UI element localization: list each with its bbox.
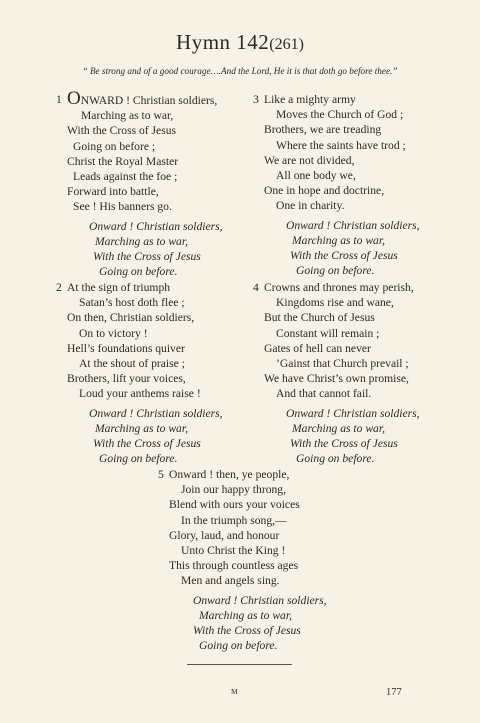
- stanza-line: Blend with ours your voices: [169, 498, 300, 512]
- stanza-line: ’Gainst that Church prevail ;: [276, 357, 409, 371]
- chorus-line: Going on before.: [296, 452, 375, 466]
- chorus-line: With the Cross of Jesus: [193, 624, 301, 638]
- chorus-line: Onward ! Christian soldiers,: [89, 406, 223, 420]
- stanza-line: We are not divided,: [264, 153, 355, 167]
- chorus: [67, 219, 223, 280]
- stanza-line: Men and angels sing.: [181, 574, 280, 588]
- chorus-line: With the Cross of Jesus: [93, 250, 201, 264]
- hymn-title: Hymn 142: [176, 30, 270, 54]
- stanza-line: Brothers, we are treading: [264, 123, 382, 137]
- chorus-line: Onward ! Christian soldiers,: [89, 219, 223, 233]
- chorus-line: Going on before.: [296, 264, 375, 278]
- stanza-line: Like a mighty army: [264, 93, 356, 106]
- chorus-line: Going on before.: [99, 265, 178, 279]
- hymn-ref-number: (261): [269, 36, 304, 53]
- stanza-2: [56, 280, 223, 466]
- stanza-line-rest: NWARD ! Christian soldiers,: [80, 94, 218, 107]
- stanza-line: Kingdoms rise and wane,: [276, 296, 394, 310]
- chorus-line: With the Cross of Jesus: [290, 249, 398, 263]
- stanza-line: See ! His banners go.: [73, 200, 172, 214]
- stanza-line: Leads against the foe ;: [73, 170, 178, 184]
- stanza-line: Moves the Church of God ;: [276, 108, 404, 122]
- stanza-3: [253, 92, 420, 278]
- stanza-number: 1: [56, 93, 62, 106]
- chorus: [169, 593, 327, 654]
- stanza-line: All one body we,: [276, 169, 356, 183]
- stanza-line: At the sign of triumph: [67, 281, 171, 294]
- stanza-4: [253, 280, 420, 466]
- stanza-line: Unto Christ the King !: [181, 544, 286, 558]
- chorus-line: Onward ! Christian soldiers,: [193, 593, 327, 607]
- chorus-line: Going on before.: [199, 639, 278, 653]
- stanza-1: [56, 88, 223, 279]
- stanza-line: This through countless ages: [169, 559, 299, 573]
- stanza-line: One in charity.: [276, 199, 345, 213]
- stanza-line: Forward into battle,: [67, 185, 159, 199]
- stanza-line: Christ the Royal Master: [67, 154, 179, 168]
- chorus: [67, 406, 223, 467]
- chorus-line: Onward ! Christian soldiers,: [286, 406, 420, 420]
- signature-mark: M: [231, 687, 238, 696]
- stanza-line: Satan’s host doth flee ;: [79, 296, 185, 310]
- chorus-line: With the Cross of Jesus: [93, 437, 201, 451]
- chorus-line: Marching as to war,: [199, 608, 292, 622]
- stanza-line: We have Christ’s own promise,: [264, 372, 409, 386]
- stanza-number: 2: [56, 281, 62, 294]
- stanza-number: 4: [253, 281, 259, 294]
- chorus-line: Going on before.: [99, 452, 178, 466]
- stanza-line: Onward ! then, ye people,: [169, 468, 290, 481]
- stanza-line: Marching as to war,: [81, 109, 174, 123]
- chorus-line: Marching as to war,: [95, 421, 188, 435]
- footer-rule: [187, 664, 292, 665]
- stanza-line: Join our happy throng,: [181, 483, 286, 497]
- hymn-header: [0, 30, 480, 55]
- stanza-line: Gates of hell can never: [264, 341, 371, 355]
- stanza-line: In the triumph song,—: [181, 513, 287, 527]
- stanza-line: And that cannot fail.: [276, 387, 372, 401]
- chorus-line: Marching as to war,: [292, 233, 385, 247]
- stanza-line: [67, 88, 223, 109]
- stanza-line: Going on before ;: [73, 139, 156, 153]
- stanza-5: [158, 467, 327, 653]
- stanza-number: 3: [253, 93, 259, 106]
- stanza-line: On to victory !: [79, 326, 148, 340]
- stanza-number: 5: [158, 468, 164, 481]
- stanza-line: With the Cross of Jesus: [67, 124, 177, 138]
- stanza-line: Brothers, lift your voices,: [67, 372, 186, 386]
- stanza-line: Glory, laud, and honour: [169, 528, 280, 542]
- stanza-line: At the shout of praise ;: [79, 357, 185, 371]
- stanza-line: Loud your anthems raise !: [79, 387, 201, 401]
- stanza-line: Where the saints have trod ;: [276, 138, 406, 152]
- stanza-line: Constant will remain ;: [276, 326, 380, 340]
- stanza-line: On then, Christian soldiers,: [67, 311, 195, 325]
- chorus-line: With the Cross of Jesus: [290, 437, 398, 451]
- chorus-line: Marching as to war,: [292, 421, 385, 435]
- stanza-line: One in hope and doctrine,: [264, 184, 385, 198]
- epigraph: “ Be strong and of a good courage….And the Lord, He it is that doth go before thee.”: [82, 66, 398, 76]
- drop-cap-o: O: [67, 88, 81, 109]
- chorus-line: Onward ! Christian soldiers,: [286, 218, 420, 232]
- stanza-line: Hell’s foundations quiver: [67, 341, 185, 355]
- chorus-line: Marching as to war,: [95, 234, 188, 248]
- chorus: [264, 406, 420, 467]
- stanza-line: But the Church of Jesus: [264, 311, 375, 325]
- stanza-line: Crowns and thrones may perish,: [264, 281, 414, 294]
- chorus: [264, 218, 420, 279]
- page-number: 177: [386, 687, 402, 698]
